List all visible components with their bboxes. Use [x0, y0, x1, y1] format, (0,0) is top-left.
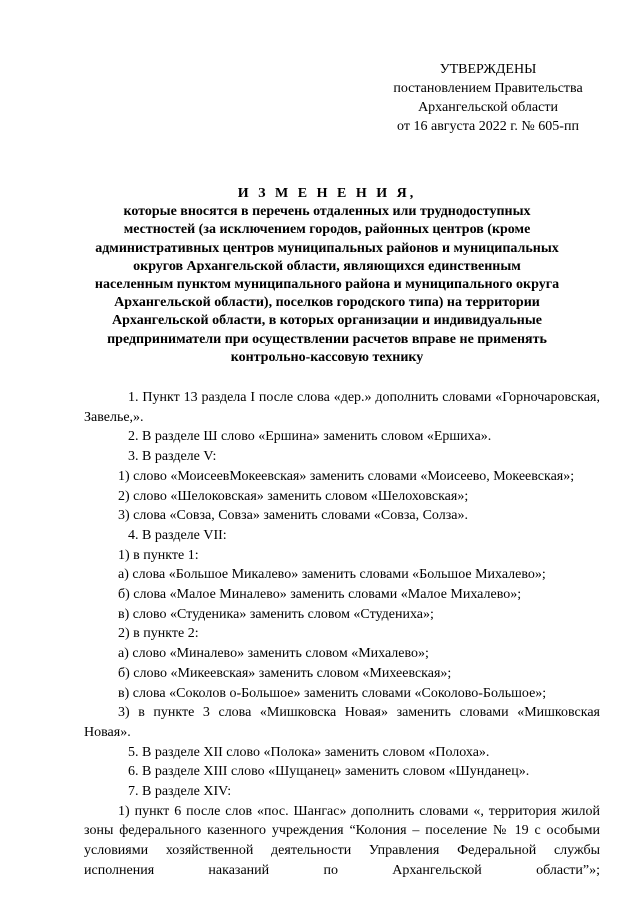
title-line: населенным пунктом муниципального района и муниципального округа	[94, 277, 560, 293]
document-body	[84, 388, 600, 881]
title-line: контрольно-кассовую технику	[230, 349, 424, 365]
title-heading: И З М Е Н Е Н И Я,	[237, 186, 417, 201]
list-item: 2. В разделе Ш слово «Ершина» заменить словом «Ершиха».	[128, 429, 492, 445]
list-item: в) слово «Студеника» заменить словом «Студениха»;	[118, 606, 434, 622]
approval-line: УТВЕРЖДЕНЫ	[439, 62, 537, 77]
title-line: Архангельской области), поселков городского типа) на территории	[114, 295, 540, 311]
list-item: б) слова «Малое Миналево» заменить словами «Малое Михалево»;	[118, 587, 522, 603]
list-item: 1) в пункте 1:	[118, 547, 199, 563]
list-item: 3. В разделе V:	[128, 449, 217, 465]
list-item: 7. В разделе XIV:	[128, 784, 232, 800]
title-line: округов Архангельской области, являющихся единственным	[133, 258, 521, 274]
title-line: местностей (за исключением городов, районных центров (кроме	[123, 222, 531, 238]
list-item: 2) слово «Шелоковская» заменить словом «Шелоховская»;	[118, 488, 469, 504]
list-item: 6. В разделе XIII слово «Шущанец» заменить словом «Шунданец».	[128, 764, 530, 780]
list-item: а) слово «Миналево» заменить словом «Михалево»;	[118, 646, 429, 662]
list-item: 1) слово «МоисеевМокеевская» заменить словами «Моисеево, Мокеевская»;	[118, 468, 575, 484]
approval-line: Архангельской области	[418, 100, 558, 115]
list-item: 2) в пункте 2:	[118, 626, 199, 642]
title-line: предприниматели при осуществлении расчетов вправе не применять	[107, 331, 547, 347]
list-item: а) слова «Большое Микалево» заменить словами «Большое Михалево»;	[118, 567, 546, 583]
approval-line: постановлением Правительства	[393, 81, 583, 96]
approval-stamp	[375, 60, 601, 136]
list-item: 3) в пункте 3 слова «Мишковска Новая» заменить словами «Мишковская Новая».	[84, 705, 600, 740]
list-item: 4. В разделе VII:	[128, 527, 227, 543]
list-item: 3) слова «Совза, Совза» заменить словами «Совза, Солза».	[118, 508, 468, 524]
title-line: административных центров муниципальных районов и муниципальных	[95, 240, 559, 256]
title-lines	[74, 203, 580, 367]
list-item: 1. Пункт 13 раздела I после слова «дер.» дополнить словами «Горночаровская, Завелье,».	[84, 390, 600, 425]
list-item: б) слово «Микеевская» заменить словом «Михеевская»;	[118, 665, 452, 681]
document-title	[74, 185, 580, 367]
list-item: 1) пункт 6 после слов «пос. Шангас» дополнить словами «, территория жилой зоны федерального казенного учреждения “Колония – поселение № 19 с особыми условиями хозяйственной деятельности Управления Федеральной службы исполнения наказаний по Архангельской области”»;	[84, 803, 600, 878]
approval-line: от 16 августа 2022 г. № 605-пп	[397, 119, 579, 134]
list-item: 5. В разделе XII слово «Полока» заменить словом «Полоха».	[128, 744, 490, 760]
title-line: Архангельской области, в которых организации и индивидуальные	[112, 313, 542, 329]
list-item: в) слова «Соколов о-Большое» заменить словами «Соколово-Большое»;	[118, 685, 547, 701]
title-line: которые вносятся в перечень отдаленных или труднодоступных	[123, 204, 531, 220]
